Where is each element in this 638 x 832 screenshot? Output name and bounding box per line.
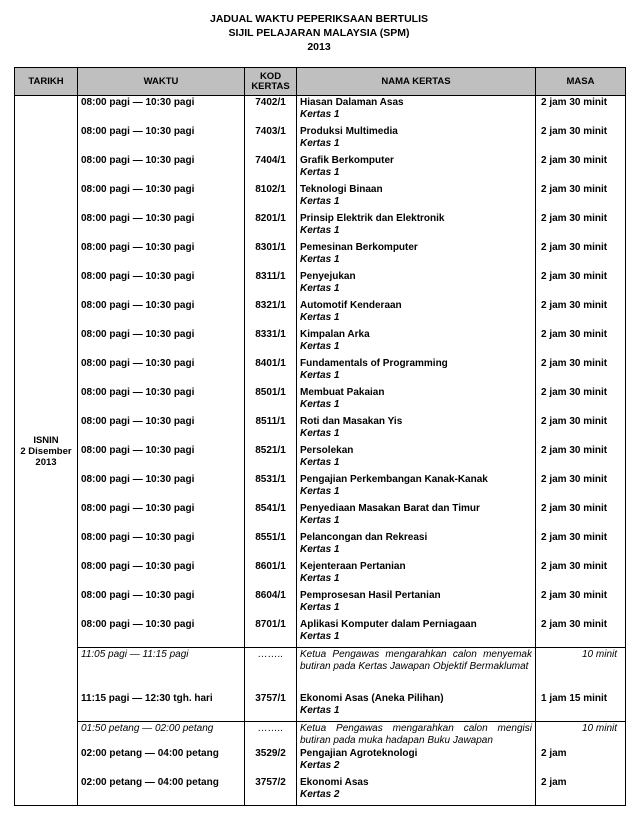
col-header-masa: MASA: [536, 68, 626, 96]
nama-cell: [297, 776, 536, 806]
doc-year: 2013: [307, 41, 331, 53]
nama-text: Ekonomi Asas (Aneka Pilihan): [300, 693, 444, 704]
table-header-row: [15, 68, 626, 96]
kod-cell: ……..: [245, 722, 297, 748]
nama-cell: [297, 154, 536, 183]
kod-cell: 8511/1: [245, 415, 297, 444]
kod-cell: 8541/1: [245, 502, 297, 531]
nama-text: Penyediaan Masakan Barat dan Timur: [300, 503, 480, 514]
nama-cell: [297, 357, 536, 386]
nama-text: Fundamentals of Programming: [300, 358, 448, 369]
nama-text: Hiasan Dalaman Asas: [300, 97, 404, 108]
kod-cell: 7402/1: [245, 96, 297, 126]
kertas-text: Kertas 2: [300, 759, 340, 771]
nama-cell: [297, 125, 536, 154]
kod-cell: 8311/1: [245, 270, 297, 299]
waktu-cell: 08:00 pagi — 10:30 pagi: [78, 241, 245, 270]
nama-text: Grafik Berkomputer: [300, 155, 394, 166]
table-row: [15, 531, 626, 560]
masa-cell: 2 jam 30 minit: [536, 212, 626, 241]
table-row: [15, 270, 626, 299]
masa-cell: 10 minit: [536, 722, 626, 748]
doc-title: JADUAL WAKTU PEPERIKSAAN BERTULIS: [210, 13, 428, 25]
nama-cell: [297, 328, 536, 357]
table-row: [15, 444, 626, 473]
nama-cell: [297, 241, 536, 270]
kod-cell: 7404/1: [245, 154, 297, 183]
kertas-text: Kertas 2: [300, 788, 340, 800]
nama-text: Pengajian Perkembangan Kanak-Kanak: [300, 474, 488, 485]
table-row: [15, 212, 626, 241]
table-row: [15, 618, 626, 648]
nama-text: Pelancongan dan Rekreasi: [300, 532, 428, 543]
nama-cell: [297, 270, 536, 299]
kod-cell: 8521/1: [245, 444, 297, 473]
table-row: [15, 747, 626, 776]
masa-cell: 2 jam 30 minit: [536, 415, 626, 444]
masa-cell: 2 jam: [536, 776, 626, 806]
waktu-cell: 02:00 petang — 04:00 petang: [78, 747, 245, 776]
waktu-cell: 08:00 pagi — 10:30 pagi: [78, 125, 245, 154]
table-row: [15, 96, 626, 126]
table-row: [15, 328, 626, 357]
nama-cell: [297, 444, 536, 473]
col-header-tarikh: TARIKH: [15, 68, 78, 96]
kod-cell: 8401/1: [245, 357, 297, 386]
waktu-cell: 08:00 pagi — 10:30 pagi: [78, 328, 245, 357]
instruction-row: [15, 722, 626, 748]
nama-cell: [297, 415, 536, 444]
masa-cell: 2 jam 30 minit: [536, 473, 626, 502]
table-row: [15, 415, 626, 444]
waktu-cell: 08:00 pagi — 10:30 pagi: [78, 299, 245, 328]
waktu-cell: 08:00 pagi — 10:30 pagi: [78, 154, 245, 183]
nama-cell: [297, 212, 536, 241]
waktu-cell: 08:00 pagi — 10:30 pagi: [78, 270, 245, 299]
waktu-cell: 08:00 pagi — 10:30 pagi: [78, 386, 245, 415]
table-row: [15, 183, 626, 212]
col-header-nama: NAMA KERTAS: [297, 68, 536, 96]
table-row: [15, 502, 626, 531]
col-header-waktu: WAKTU: [78, 68, 245, 96]
kod-cell: ……..: [245, 648, 297, 693]
kertas-text: Kertas 1: [300, 311, 340, 323]
nama-text: Kejenteraan Pertanian: [300, 561, 406, 572]
waktu-cell: 08:00 pagi — 10:30 pagi: [78, 473, 245, 502]
kod-cell: 7403/1: [245, 125, 297, 154]
masa-cell: 2 jam 30 minit: [536, 618, 626, 648]
kod-cell: 8701/1: [245, 618, 297, 648]
kertas-text: Kertas 1: [300, 166, 340, 178]
table-row: [15, 473, 626, 502]
date-cell: [15, 96, 78, 806]
kertas-text: Kertas 1: [300, 630, 340, 642]
nama-text: Produksi Multimedia: [300, 126, 398, 137]
table-row: [15, 154, 626, 183]
date-day: ISNIN: [33, 434, 59, 446]
table-row: [15, 692, 626, 722]
kod-cell: 3529/2: [245, 747, 297, 776]
instruction-text: Ketua Pengawas mengarahkan calon mengisi butiran pada muka hadapan Buku Jawapan: [297, 722, 536, 748]
waktu-cell: 11:15 pagi — 12:30 tgh. hari: [78, 692, 245, 722]
instruction-text: Ketua Pengawas mengarahkan calon menyemak butiran pada Kertas Jawapan Objektif Bermaklumat: [297, 648, 536, 693]
kertas-text: Kertas 1: [300, 282, 340, 294]
kod-cell: 3757/1: [245, 692, 297, 722]
nama-cell: [297, 502, 536, 531]
waktu-cell: 08:00 pagi — 10:30 pagi: [78, 212, 245, 241]
nama-text: Pemesinan Berkomputer: [300, 242, 418, 253]
kod-cell: 8531/1: [245, 473, 297, 502]
kod-cell: 8601/1: [245, 560, 297, 589]
date-date: 2 Disember: [20, 445, 72, 457]
kertas-text: Kertas 1: [300, 485, 340, 497]
nama-cell: [297, 560, 536, 589]
waktu-cell: 02:00 petang — 04:00 petang: [78, 776, 245, 806]
kod-cell: 8604/1: [245, 589, 297, 618]
waktu-cell: 08:00 pagi — 10:30 pagi: [78, 183, 245, 212]
date-year: 2013: [35, 456, 57, 468]
instruction-row: [15, 648, 626, 693]
masa-cell: 2 jam 30 minit: [536, 299, 626, 328]
waktu-cell: 08:00 pagi — 10:30 pagi: [78, 531, 245, 560]
nama-text: Prinsip Elektrik dan Elektronik: [300, 213, 445, 224]
kod-cell: 3757/2: [245, 776, 297, 806]
kod-cell: 8551/1: [245, 531, 297, 560]
kod-cell: 8102/1: [245, 183, 297, 212]
kod-cell: 8301/1: [245, 241, 297, 270]
col-header-kod: [245, 68, 297, 96]
table-row: [15, 357, 626, 386]
masa-cell: 2 jam 30 minit: [536, 96, 626, 126]
nama-cell: [297, 692, 536, 722]
waktu-cell: 08:00 pagi — 10:30 pagi: [78, 560, 245, 589]
kertas-text: Kertas 1: [300, 601, 340, 613]
nama-cell: [297, 618, 536, 648]
col-header-kod-line2: KERTAS: [251, 80, 290, 92]
waktu-cell: 01:50 petang — 02:00 petang: [78, 722, 245, 748]
waktu-cell: 08:00 pagi — 10:30 pagi: [78, 444, 245, 473]
table-row: [15, 386, 626, 415]
waktu-cell: 08:00 pagi — 10:30 pagi: [78, 415, 245, 444]
nama-text: Teknologi Binaan: [300, 184, 383, 195]
kertas-text: Kertas 1: [300, 340, 340, 352]
waktu-cell: 08:00 pagi — 10:30 pagi: [78, 618, 245, 648]
nama-cell: [297, 96, 536, 126]
kertas-text: Kertas 1: [300, 456, 340, 468]
masa-cell: 2 jam 30 minit: [536, 241, 626, 270]
masa-cell: 2 jam 30 minit: [536, 183, 626, 212]
kod-cell: 8321/1: [245, 299, 297, 328]
masa-cell: 2 jam 30 minit: [536, 357, 626, 386]
table-row: [15, 125, 626, 154]
table-row: [15, 589, 626, 618]
kertas-text: Kertas 1: [300, 704, 340, 716]
kertas-text: Kertas 1: [300, 427, 340, 439]
waktu-cell: 11:05 pagi — 11:15 pagi: [78, 648, 245, 693]
kod-cell: 8331/1: [245, 328, 297, 357]
nama-text: Kimpalan Arka: [300, 329, 370, 340]
masa-cell: 2 jam 30 minit: [536, 386, 626, 415]
nama-text: Ekonomi Asas: [300, 777, 369, 788]
masa-cell: 2 jam: [536, 747, 626, 776]
nama-cell: [297, 473, 536, 502]
kertas-text: Kertas 1: [300, 253, 340, 265]
waktu-cell: 08:00 pagi — 10:30 pagi: [78, 589, 245, 618]
kertas-text: Kertas 1: [300, 195, 340, 207]
nama-text: Persolekan: [300, 445, 354, 456]
masa-cell: 2 jam 30 minit: [536, 154, 626, 183]
masa-cell: 2 jam 30 minit: [536, 589, 626, 618]
kertas-text: Kertas 1: [300, 224, 340, 236]
masa-cell: 2 jam 30 minit: [536, 270, 626, 299]
kertas-text: Kertas 1: [300, 398, 340, 410]
masa-cell: 2 jam 30 minit: [536, 444, 626, 473]
masa-cell: 2 jam 30 minit: [536, 531, 626, 560]
masa-cell: 10 minit: [536, 648, 626, 693]
waktu-cell: 08:00 pagi — 10:30 pagi: [78, 502, 245, 531]
exam-timetable: [14, 67, 626, 806]
nama-text: Penyejukan: [300, 271, 356, 282]
nama-text: Aplikasi Komputer dalam Perniagaan: [300, 619, 477, 630]
kertas-text: Kertas 1: [300, 543, 340, 555]
nama-text: Membuat Pakaian: [300, 387, 385, 398]
nama-cell: [297, 589, 536, 618]
nama-text: Pengajian Agroteknologi: [300, 748, 418, 759]
kod-cell: 8201/1: [245, 212, 297, 241]
masa-cell: 1 jam 15 minit: [536, 692, 626, 722]
waktu-cell: 08:00 pagi — 10:30 pagi: [78, 96, 245, 126]
doc-subtitle: SIJIL PELAJARAN MALAYSIA (SPM): [228, 27, 410, 39]
kertas-text: Kertas 1: [300, 572, 340, 584]
kertas-text: Kertas 1: [300, 369, 340, 381]
masa-cell: 2 jam 30 minit: [536, 560, 626, 589]
nama-text: Pemprosesan Hasil Pertanian: [300, 590, 441, 601]
kertas-text: Kertas 1: [300, 137, 340, 149]
col-header-kod-line1: KOD: [259, 70, 282, 82]
nama-cell: [297, 531, 536, 560]
nama-cell: [297, 747, 536, 776]
kertas-text: Kertas 1: [300, 108, 340, 120]
masa-cell: 2 jam 30 minit: [536, 328, 626, 357]
kod-cell: 8501/1: [245, 386, 297, 415]
table-row: [15, 776, 626, 806]
masa-cell: 2 jam 30 minit: [536, 502, 626, 531]
nama-cell: [297, 386, 536, 415]
table-row: [15, 241, 626, 270]
waktu-cell: 08:00 pagi — 10:30 pagi: [78, 357, 245, 386]
nama-text: Roti dan Masakan Yis: [300, 416, 403, 427]
table-row: [15, 299, 626, 328]
nama-cell: [297, 299, 536, 328]
table-row: [15, 560, 626, 589]
kertas-text: Kertas 1: [300, 514, 340, 526]
nama-cell: [297, 183, 536, 212]
masa-cell: 2 jam 30 minit: [536, 125, 626, 154]
nama-text: Automotif Kenderaan: [300, 300, 402, 311]
